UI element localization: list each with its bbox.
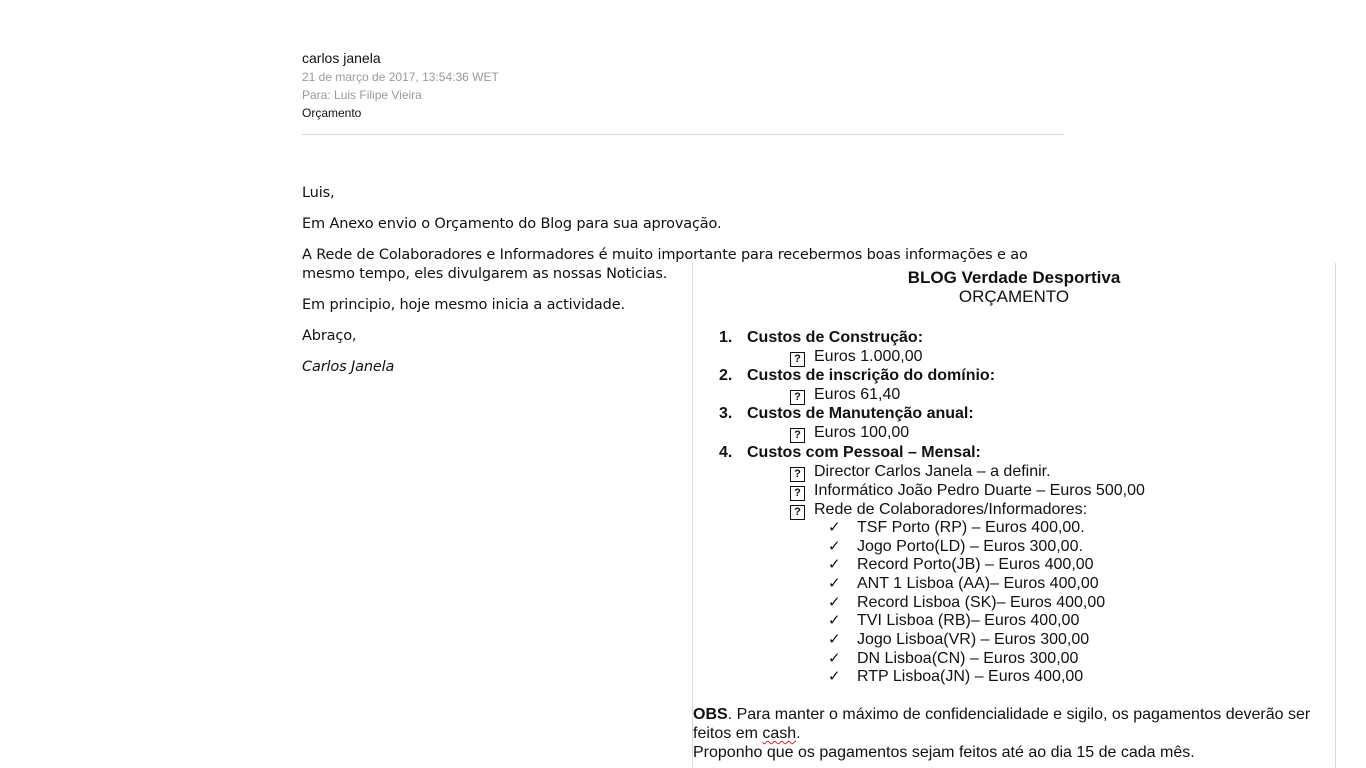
spellcheck-word: cash [762, 725, 797, 742]
budget-section-1 [719, 328, 923, 347]
checkmark-icon: ✓ [828, 650, 841, 667]
section-number: 4. [719, 444, 733, 461]
budget-section-2 [719, 366, 995, 385]
section-number: 1. [719, 329, 733, 346]
budget-item: ? Informático João Pedro Duarte – Euros 500,00 [790, 481, 1145, 501]
header-divider [302, 134, 1064, 135]
observation-line-1: OBS. Para manter o máximo de confidencialidade e sigilo, os pagamentos deverão ser [693, 706, 1311, 723]
greeting: Luis, [302, 185, 335, 201]
attachment-document[interactable] [692, 263, 1336, 768]
budget-item: ? Euros 61,40 [790, 385, 900, 405]
missing-glyph-icon: ? [790, 486, 805, 501]
budget-item: ? Rede de Colaboradores/Informadores: [790, 500, 1087, 520]
missing-glyph-icon: ? [790, 390, 805, 405]
network-item: ✓ Record Porto(JB) – Euros 400,00 [828, 556, 1094, 573]
body-paragraph-1: Em Anexo envio o Orçamento do Blog para sua aprovação. [302, 216, 722, 232]
network-item: ✓ Jogo Porto(LD) – Euros 300,00. [828, 538, 1083, 555]
checkmark-icon: ✓ [828, 612, 841, 629]
sender-name[interactable]: carlos janela [302, 50, 381, 66]
missing-glyph-icon: ? [790, 467, 805, 482]
network-item: ✓ DN Lisboa(CN) – Euros 300,00 [828, 650, 1079, 667]
observation-line-3: Proponho que os pagamentos sejam feitos até ao dia 15 de cada mês. [693, 744, 1195, 761]
checkmark-icon: ✓ [828, 556, 841, 573]
section-heading: Custos de Construção: [747, 329, 924, 346]
budget-section-4 [719, 443, 981, 462]
checkmark-icon: ✓ [828, 538, 841, 555]
budget-item: ? Euros 100,00 [790, 423, 909, 443]
network-item: ✓ Jogo Lisboa(VR) – Euros 300,00 [828, 631, 1090, 648]
network-item: ✓ TSF Porto (RP) – Euros 400,00. [828, 519, 1085, 536]
section-heading: Custos com Pessoal – Mensal: [747, 444, 981, 461]
obs-label: OBS [693, 706, 728, 723]
body-paragraph-3: Em principio, hoje mesmo inicia a actividade. [302, 297, 625, 313]
checkmark-icon: ✓ [828, 668, 841, 685]
network-item: ✓ ANT 1 Lisboa (AA)– Euros 400,00 [828, 575, 1099, 592]
missing-glyph-icon: ? [790, 505, 805, 520]
checkmark-icon: ✓ [828, 575, 841, 592]
recipient: Para: Luis Filipe Vieira [302, 88, 422, 102]
missing-glyph-icon: ? [790, 428, 805, 443]
section-heading: Custos de inscrição do domínio: [747, 367, 996, 384]
document-subtitle: ORÇAMENTO [958, 287, 1070, 306]
email-subject: Orçamento [302, 106, 362, 120]
section-number: 3. [719, 405, 733, 422]
closing: Abraço, [302, 328, 357, 344]
sent-date: 21 de março de 2017, 13:54:36 WET [302, 70, 499, 84]
network-item: ✓ Record Lisboa (SK)– Euros 400,00 [828, 594, 1106, 611]
budget-section-3 [719, 404, 974, 423]
document-title: BLOG Verdade Desportiva [907, 268, 1121, 287]
budget-item: ? Director Carlos Janela – a definir. [790, 462, 1051, 482]
checkmark-icon: ✓ [828, 631, 841, 648]
checkmark-icon: ✓ [828, 519, 841, 536]
network-item: ✓ RTP Lisboa(JN) – Euros 400,00 [828, 668, 1084, 685]
missing-glyph-icon: ? [790, 352, 805, 367]
budget-item: ? Euros 1.000,00 [790, 347, 923, 367]
email-header [302, 48, 1064, 122]
section-number: 2. [719, 367, 733, 384]
section-heading: Custos de Manutenção anual: [747, 405, 974, 422]
observation-note [693, 705, 1335, 762]
body-paragraph-2-line-2: mesmo tempo, eles divulgarem as nossas Noticias. [302, 266, 668, 282]
observation-line-2: feitos em cash. [693, 725, 801, 742]
signature: Carlos Janela [302, 359, 395, 375]
body-paragraph-2-line-1: A Rede de Colaboradores e Informadores é muito importante para recebermos boas informações e ao [302, 247, 1028, 263]
checkmark-icon: ✓ [828, 594, 841, 611]
network-item: ✓ TVI Lisboa (RB)– Euros 400,00 [828, 612, 1080, 629]
